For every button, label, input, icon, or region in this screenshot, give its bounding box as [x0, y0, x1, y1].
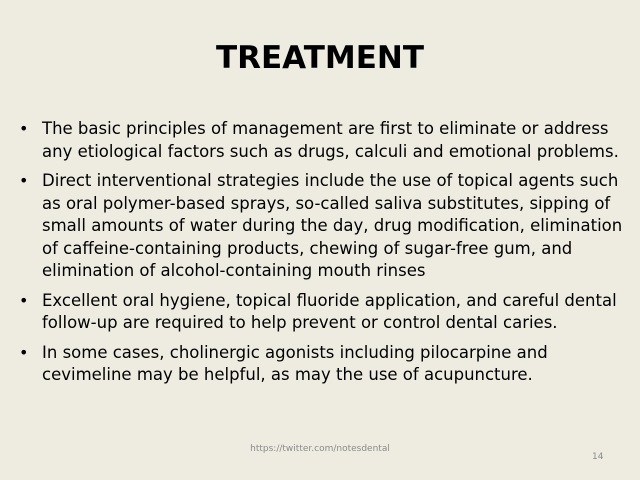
bullet-item: [0, 170, 640, 283]
bullet-item: [0, 290, 640, 335]
bullet-mark: •: [19, 171, 29, 190]
bullet-text: Direct interventional strategies include the use of topical agents such as oral polymer-based sprays, so-called saliva substitutes, sipping of small amounts of water during the day, drug modification, elimination of caffeine-containing products, chewing of sugar-free gum, and elimination of alcohol-containing mouth rinses: [42, 171, 623, 280]
bullet-text: Excellent oral hygiene, topical fluoride application, and careful dental follow-up are required to help prevent or control dental caries.: [42, 290, 617, 332]
bullet-mark: •: [19, 342, 29, 362]
slide-title: TREATMENT: [215, 40, 425, 76]
bullet-text: In some cases, cholinergic agonists including pilocarpine and cevimeline may be helpful, as may the use of acupuncture.: [42, 342, 548, 384]
bullet-mark: •: [19, 290, 29, 310]
watermark-url: https://twitter.com/notesdental: [250, 444, 390, 454]
bullet-text: The basic principles of management are first to eliminate or address any etiological factors such as drugs, calculi and emotional problems.: [42, 119, 619, 161]
bullet-mark: •: [19, 119, 29, 138]
bullet-list: [0, 118, 640, 394]
bullet-item: [0, 342, 640, 387]
bullet-item: [0, 118, 640, 163]
slide-number: 14: [592, 452, 604, 462]
